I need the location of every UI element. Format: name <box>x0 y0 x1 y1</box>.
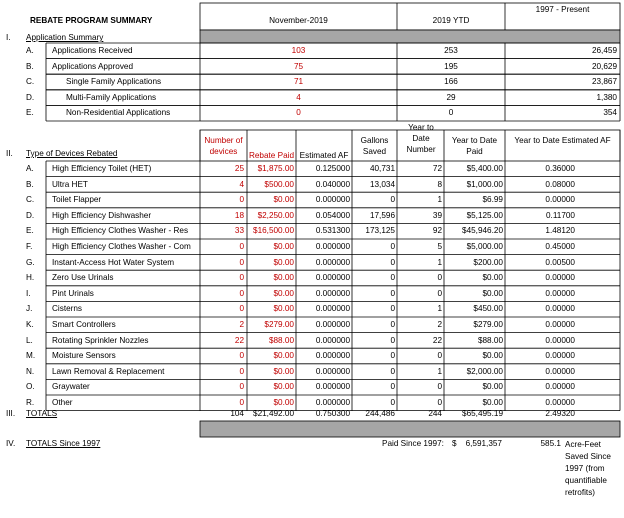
row-month: 71 <box>293 77 304 87</box>
totals-label: TOTALS <box>26 409 58 418</box>
since1997-label: TOTALS Since 1997 <box>26 439 101 448</box>
row-gallons: 13,034 <box>369 179 395 189</box>
row-ytd-af: 0.00000 <box>545 273 575 283</box>
totals-ytd-paid: $65,495.19 <box>462 409 503 418</box>
row-ytd-af: 0.36000 <box>545 164 575 173</box>
row-af: 0.000000 <box>315 304 350 314</box>
row-label: Smart Controllers <box>52 320 116 329</box>
totals-devices: 104 <box>230 409 244 418</box>
row-af: 0.000000 <box>315 273 350 283</box>
row-ytd-af: 0.00000 <box>545 304 575 314</box>
row-gallons: 17,596 <box>369 210 395 220</box>
row-gallons: 173,125 <box>365 226 395 236</box>
row-letter: M. <box>26 351 36 361</box>
row-gallons: 0 <box>390 195 395 205</box>
row-paid: $1,875.00 <box>257 164 294 173</box>
row-letter: N. <box>26 366 35 376</box>
row-devices: 4 <box>239 179 244 189</box>
paid-since-value: 6,591,357 <box>465 439 502 448</box>
row-ytd-af: 0.00000 <box>545 320 575 329</box>
header-devices: Number of devices <box>204 136 243 156</box>
row-devices: 0 <box>239 288 244 298</box>
paid-since-label: Paid Since 1997: <box>382 439 444 448</box>
header-ytd-paid: Year to Date Paid <box>451 136 498 156</box>
row-ytd-number: 0 <box>437 382 442 392</box>
row-label: Instant-Access Hot Water System <box>52 257 175 267</box>
row-letter: A. <box>26 164 34 173</box>
row-letter: D. <box>26 92 35 102</box>
row-ytd-af: 0.00000 <box>545 366 575 376</box>
row-ytd-paid: $279.00 <box>473 320 503 329</box>
row-present: 20,629 <box>591 61 617 71</box>
row-label: Lawn Removal & Replacement <box>52 366 165 376</box>
row-ytd-af: 0.00000 <box>545 382 575 392</box>
totals-paid: $21,492.00 <box>253 409 294 418</box>
row-gallons: 0 <box>390 304 395 314</box>
header-ytd: 2019 YTD <box>432 16 470 25</box>
row-devices: 18 <box>234 210 244 220</box>
row-letter: J. <box>26 304 33 314</box>
row-label: High Efficiency Clothes Washer - Com <box>52 242 191 251</box>
paid-since-currency: $ <box>452 439 457 448</box>
header-ytd-af: Year to Date Estimated AF <box>514 136 611 145</box>
row-paid: $0.00 <box>273 366 294 376</box>
row-ytd: 253 <box>444 46 458 55</box>
row-paid: $0.00 <box>273 304 294 314</box>
row-devices: 0 <box>239 398 244 407</box>
section2-roman: II. <box>6 149 13 158</box>
row-label: Zero Use Urinals <box>52 273 114 283</box>
row-ytd-af: 0.00000 <box>545 288 575 298</box>
af-since-value: 585.1 <box>540 439 561 448</box>
row-ytd-paid: $88.00 <box>477 335 503 345</box>
row-ytd-paid: $0.00 <box>482 382 503 392</box>
row-devices: 33 <box>234 226 244 236</box>
row-paid: $0.00 <box>273 273 294 283</box>
row-devices: 22 <box>234 335 244 345</box>
row-ytd: 195 <box>444 61 458 71</box>
row-letter: G. <box>26 257 35 267</box>
row-ytd-number: 39 <box>432 210 442 220</box>
row-ytd-af: 0.00000 <box>545 335 575 345</box>
row-ytd-number: 72 <box>432 164 442 173</box>
row-gallons: 0 <box>390 320 395 329</box>
row-ytd-number: 8 <box>437 179 442 189</box>
row-label: Applications Received <box>52 46 133 55</box>
row-letter: I. <box>26 288 31 298</box>
row-ytd-paid: $45,946.20 <box>462 226 503 236</box>
row-letter: K. <box>26 320 34 329</box>
row-af: 0.000000 <box>315 382 350 392</box>
row-ytd-af: 0.00000 <box>545 398 575 407</box>
totals-gallons: 244,486 <box>365 409 395 418</box>
row-ytd-number: 0 <box>437 273 442 283</box>
row-paid: $500.00 <box>264 179 294 189</box>
row-af: 0.000000 <box>315 351 350 361</box>
row-ytd-paid: $1,000.00 <box>466 179 503 189</box>
row-letter: F. <box>26 242 33 251</box>
row-ytd-af: 0.00000 <box>545 195 575 205</box>
row-ytd-paid: $6.99 <box>482 195 503 205</box>
row-ytd-paid: $0.00 <box>482 273 503 283</box>
row-gallons: 0 <box>390 366 395 376</box>
row-ytd-number: 2 <box>437 320 442 329</box>
row-ytd-number: 0 <box>437 398 442 407</box>
row-label: High Efficiency Clothes Washer - Res <box>52 226 189 236</box>
row-label: High Efficiency Toilet (HET) <box>52 164 152 173</box>
row-devices: 0 <box>239 382 244 392</box>
row-devices: 0 <box>239 304 244 314</box>
header-gallons: Gallons Saved <box>360 136 389 156</box>
row-label: Single Family Applications <box>66 77 162 87</box>
row-ytd-number: 5 <box>437 242 442 251</box>
row-paid: $0.00 <box>273 195 294 205</box>
row-letter: D. <box>26 210 35 220</box>
row-month: 0 <box>296 108 301 118</box>
row-ytd-number: 1 <box>437 366 442 376</box>
row-letter: O. <box>26 382 35 392</box>
totals-af: 0.750300 <box>315 409 350 418</box>
row-month: 4 <box>296 92 301 102</box>
since1997-roman: IV. <box>6 439 16 448</box>
row-ytd-paid: $450.00 <box>473 304 503 314</box>
section2-label: Type of Devices Rebated <box>26 149 118 158</box>
row-devices: 0 <box>239 366 244 376</box>
row-ytd-af: 1.48120 <box>545 226 575 236</box>
row-ytd-paid: $5,125.00 <box>466 210 503 220</box>
row-ytd-paid: $5,400.00 <box>466 164 503 173</box>
row-present: 23,867 <box>591 77 617 87</box>
row-gallons: 0 <box>390 242 395 251</box>
row-letter: R. <box>26 398 35 407</box>
row-af: 0.000000 <box>315 335 350 345</box>
row-gallons: 0 <box>390 398 395 407</box>
row-ytd-paid: $0.00 <box>482 351 503 361</box>
row-ytd-number: 0 <box>437 351 442 361</box>
row-af: 0.000000 <box>315 257 350 267</box>
row-letter: L. <box>26 335 33 345</box>
header-paid: Rebate Paid <box>248 151 295 160</box>
row-af: 0.000000 <box>315 288 350 298</box>
row-paid: $0.00 <box>273 398 294 407</box>
row-af: 0.054000 <box>315 210 350 220</box>
row-af: 0.000000 <box>315 242 350 251</box>
row-paid: $0.00 <box>273 382 294 392</box>
row-gallons: 0 <box>390 288 395 298</box>
row-paid: $0.00 <box>273 288 294 298</box>
row-label: Moisture Sensors <box>52 351 116 361</box>
row-af: 0.000000 <box>315 398 350 407</box>
row-ytd-paid: $5,000.00 <box>466 242 503 251</box>
row-af: 0.000000 <box>315 320 350 329</box>
totals-ytd-af: 2.49320 <box>545 409 575 418</box>
section1-roman: I. <box>6 33 11 42</box>
row-label: Applications Approved <box>52 61 134 71</box>
row-ytd: 0 <box>448 108 454 118</box>
row-paid: $16,500.00 <box>253 226 294 236</box>
row-letter: C. <box>26 195 35 205</box>
row-ytd-af: 0.11700 <box>546 210 575 220</box>
row-ytd-paid: $2,000.00 <box>466 366 503 376</box>
row-month: 75 <box>293 61 304 71</box>
row-devices: 25 <box>234 164 244 173</box>
row-gallons: 40,731 <box>369 164 395 173</box>
af-since-note: Acre-Feet Saved Since 1997 (from quantifiable retrofits) <box>565 440 611 497</box>
row-af: 0.531300 <box>315 226 350 236</box>
row-paid: $2,250.00 <box>257 210 294 220</box>
row-gallons: 0 <box>390 273 395 283</box>
row-label: Toilet Flapper <box>52 195 102 205</box>
row-letter: C. <box>26 77 35 87</box>
row-label: Rotating Sprinkler Nozzles <box>52 335 149 345</box>
row-ytd-af: 0.00000 <box>545 351 575 361</box>
header-ytd-number: Year to Date Number <box>406 123 436 154</box>
row-ytd-paid: $0.00 <box>482 288 503 298</box>
row-letter: H. <box>26 273 35 283</box>
row-paid: $0.00 <box>273 351 294 361</box>
row-ytd-af: 0.00500 <box>545 257 575 267</box>
row-label: High Efficiency Dishwasher <box>52 210 152 220</box>
row-label: Non-Residential Applications <box>66 108 171 118</box>
row-paid: $0.00 <box>273 242 294 251</box>
row-paid: $0.00 <box>273 257 294 267</box>
row-af: 0.125000 <box>315 164 350 173</box>
row-af: 0.000000 <box>315 195 350 205</box>
row-ytd-af: 0.45000 <box>545 242 575 251</box>
row-label: Pint Urinals <box>52 288 94 298</box>
row-af: 0.040000 <box>315 179 350 189</box>
row-letter: B. <box>26 179 34 189</box>
row-label: Cisterns <box>52 304 83 314</box>
row-devices: 0 <box>239 351 244 361</box>
header-present: 1997 - Present <box>535 5 590 14</box>
row-ytd-number: 92 <box>432 226 442 236</box>
row-ytd: 29 <box>446 92 456 102</box>
row-gallons: 0 <box>390 335 395 345</box>
row-label: Multi-Family Applications <box>66 92 157 102</box>
section1-label: Application Summary <box>26 33 104 42</box>
row-ytd-af: 0.08000 <box>545 179 575 189</box>
row-letter: E. <box>26 226 34 236</box>
totals-ytd-number: 244 <box>428 409 442 418</box>
header-af: Estimated AF <box>299 151 349 160</box>
row-ytd: 166 <box>444 77 458 87</box>
row-gallons: 0 <box>390 257 395 267</box>
row-devices: 0 <box>239 242 244 251</box>
row-devices: 0 <box>239 195 244 205</box>
row-present: 1,380 <box>596 92 617 102</box>
row-gallons: 0 <box>390 351 395 361</box>
row-present: 26,459 <box>591 46 617 55</box>
row-devices: 0 <box>239 257 244 267</box>
row-label: Ultra HET <box>52 179 88 189</box>
row-label: Other <box>52 398 73 407</box>
row-letter: E. <box>26 108 34 118</box>
row-gallons: 0 <box>390 382 395 392</box>
row-paid: $279.00 <box>264 320 294 329</box>
row-ytd-paid: $0.00 <box>482 398 503 407</box>
row-ytd-paid: $200.00 <box>473 257 503 267</box>
row-af: 0.000000 <box>315 366 350 376</box>
row-ytd-number: 1 <box>437 257 442 267</box>
row-ytd-number: 1 <box>437 304 442 314</box>
report-title: REBATE PROGRAM SUMMARY <box>30 16 153 25</box>
row-letter: B. <box>26 61 34 71</box>
row-month: 103 <box>291 46 306 55</box>
row-label: Graywater <box>52 382 90 392</box>
row-ytd-number: 22 <box>432 335 442 345</box>
row-ytd-number: 1 <box>437 195 442 205</box>
header-month: November-2019 <box>269 16 328 25</box>
totals-roman: III. <box>6 409 16 418</box>
row-devices: 2 <box>239 320 244 329</box>
row-devices: 0 <box>239 273 244 283</box>
row-letter: A. <box>26 46 34 55</box>
row-ytd-number: 0 <box>437 288 442 298</box>
row-present: 354 <box>603 108 617 118</box>
row-paid: $88.00 <box>268 335 294 345</box>
